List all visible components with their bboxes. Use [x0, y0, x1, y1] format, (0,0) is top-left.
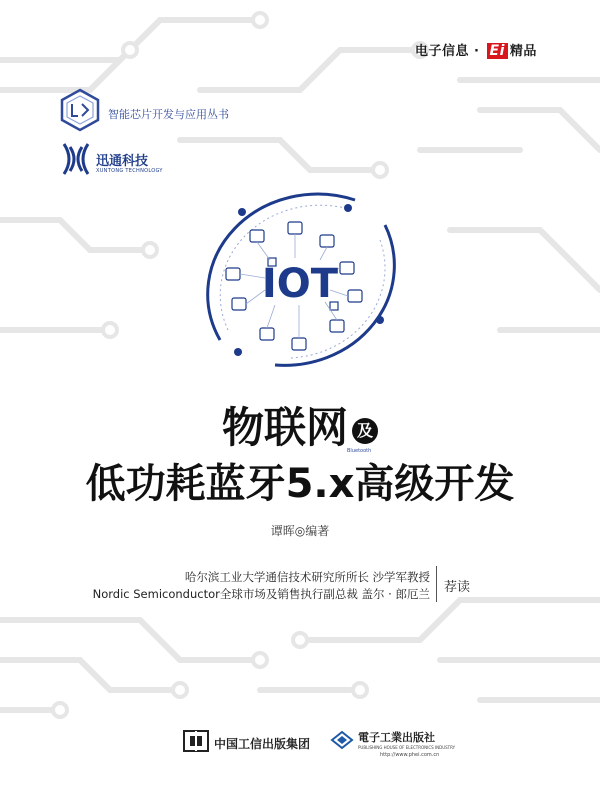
iot-illustration	[180, 180, 420, 380]
xuntong-logo-icon	[60, 142, 92, 176]
bluetooth-tag: Bluetooth	[347, 448, 372, 454]
title-line1-text: 物联网	[221, 403, 348, 452]
title-and-badge: 及	[352, 418, 378, 444]
ei-badge: Ei	[487, 43, 508, 59]
publisher-url: http://www.phei.com.cn	[380, 752, 440, 758]
series-brand-suffix: 精品	[509, 44, 537, 59]
iot-wordmark: IOT	[261, 261, 339, 307]
series-collection-name: 智能芯片开发与应用丛书	[108, 108, 229, 121]
series-brand	[415, 40, 537, 59]
recommender-2: Nordic Semiconductor全球市场及销售执行副总裁 盖尔 · 郎厄兰	[92, 587, 430, 601]
book-title-line1	[0, 395, 600, 455]
company-name: 迅通科技	[96, 154, 149, 169]
series-logo-icon	[58, 88, 102, 132]
publisher-house-english: PUBLISHING HOUSE OF ELECTRONICS INDUSTRY	[358, 745, 456, 750]
recommender-1: 哈尔滨工业大学通信技术研究所所长 沙学军教授	[184, 570, 430, 584]
series-brand-prefix: 电子信息 ·	[415, 44, 480, 59]
recommend-label: 荐读	[444, 580, 471, 595]
publisher-group-name: 中国工信出版集团	[214, 737, 311, 751]
phei-logo-icon	[330, 730, 354, 750]
publisher-house-name: 電子工業出版社	[358, 731, 435, 744]
cgip-logo-icon	[183, 730, 209, 752]
company-english-name: XUNTONG TECHNOLOGY	[96, 168, 163, 174]
recommend-divider	[436, 566, 437, 602]
author-credit: 谭晖◎编著	[270, 524, 330, 538]
book-title-line2: 低功耗蓝牙5.x高级开发	[85, 461, 515, 507]
